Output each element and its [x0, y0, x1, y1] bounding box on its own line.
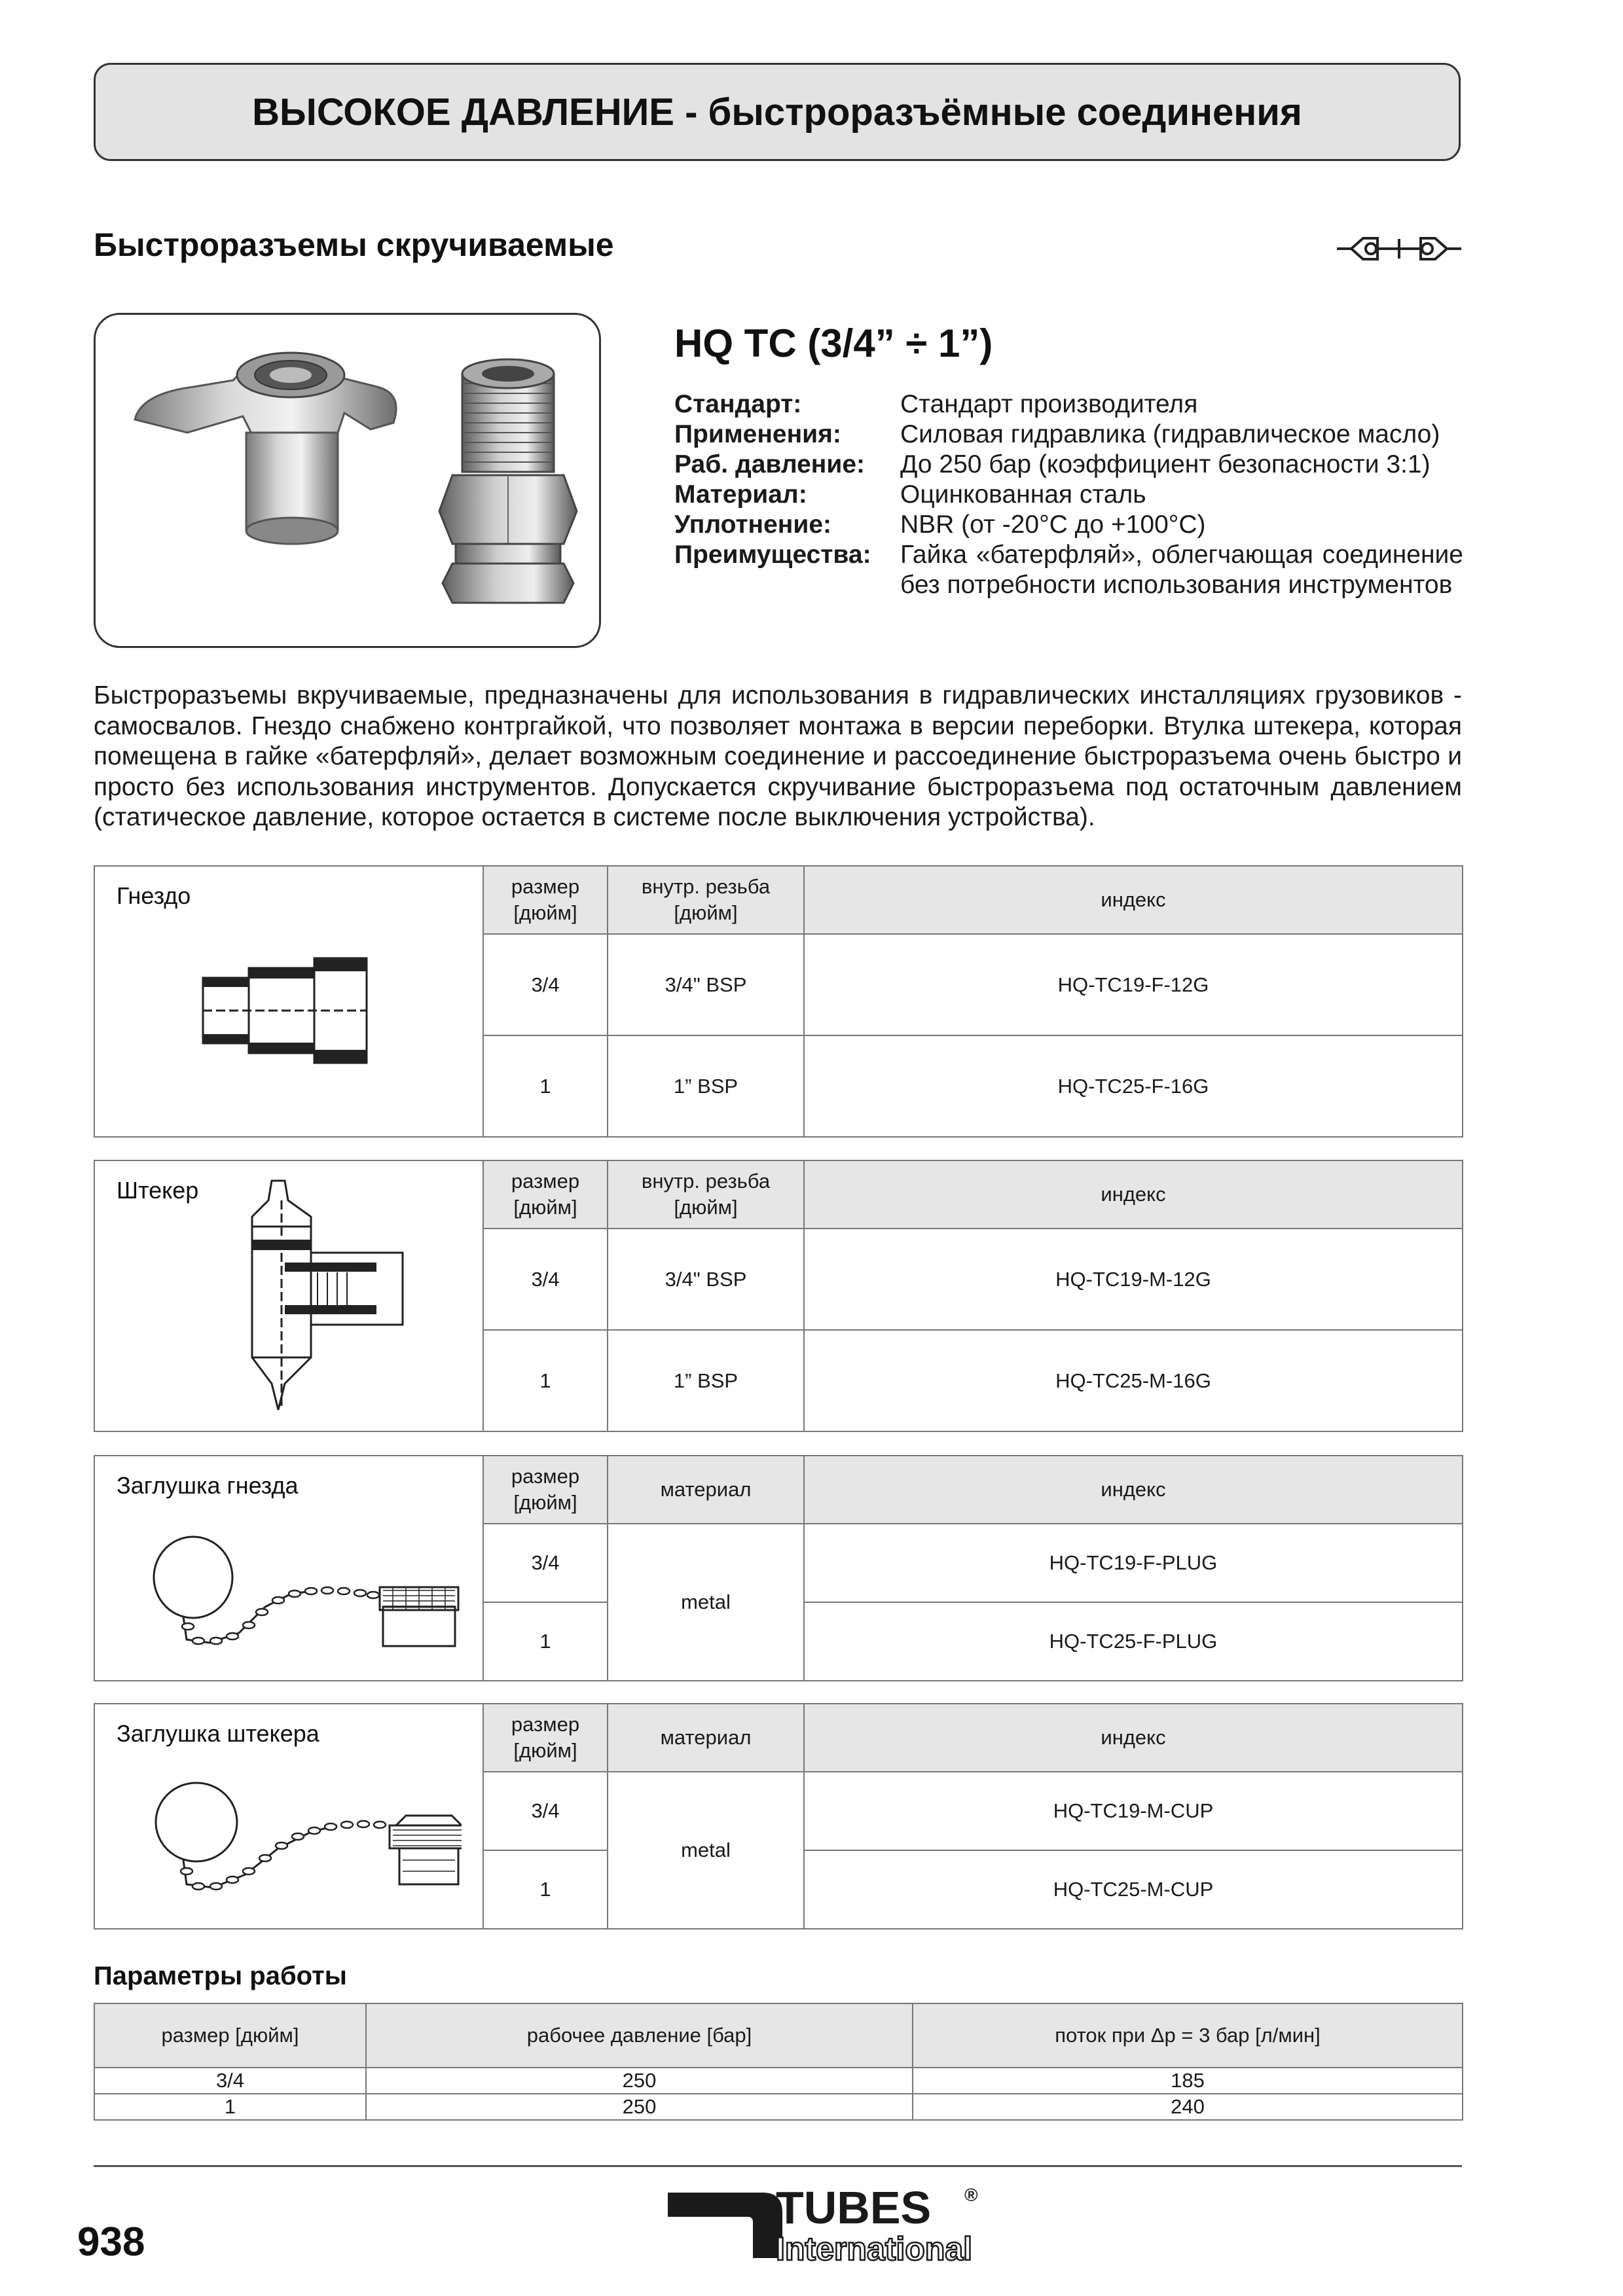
cell-size: 1	[483, 1035, 608, 1137]
cell-size: 3/4	[483, 1229, 608, 1330]
table-image-cell	[94, 1704, 483, 1929]
column-header-thread: внутр. резьба [дюйм]	[608, 1160, 804, 1229]
params-cell: 1	[94, 2094, 366, 2120]
page-number: 938	[77, 2219, 145, 2265]
cell-index: HQ-TC25-M-16G	[804, 1330, 1463, 1431]
spec-label: Раб. давление:	[674, 450, 866, 478]
table-image-cell	[94, 1456, 483, 1681]
product-table-female-plug	[94, 1455, 1463, 1681]
logo-subtext: International	[776, 2231, 973, 2267]
spec-row	[674, 480, 1463, 510]
column-header-size: размер [дюйм]	[483, 1456, 608, 1524]
spec-row	[674, 450, 1463, 480]
spec-label: Стандарт:	[674, 390, 802, 418]
cell-thread: 3/4" BSP	[608, 934, 804, 1035]
spec-value: Оцинкованная сталь	[900, 480, 1146, 509]
params-header-flow: поток при Δp = 3 бар [л/мин]	[913, 2003, 1463, 2068]
params-cell: 250	[366, 2068, 913, 2094]
spec-value: Стандарт производителя	[900, 390, 1198, 418]
spec-label: Преимущества:	[674, 541, 871, 569]
spec-row	[674, 389, 1463, 420]
column-header-size: размер [дюйм]	[483, 1704, 608, 1772]
column-header-material: материал	[608, 1704, 804, 1772]
column-header-material: материал	[608, 1456, 804, 1524]
cell-size: 3/4	[483, 1524, 608, 1602]
tubes-logo-icon	[665, 2183, 1005, 2268]
cell-thread: 3/4" BSP	[608, 1229, 804, 1330]
table-title: Заглушка штекера	[117, 1720, 319, 1747]
column-header-index: индекс	[804, 1160, 1463, 1229]
column-header-index: индекс	[804, 866, 1463, 934]
params-cell: 240	[913, 2094, 1463, 2120]
product-description: Быстроразъемы вкручиваемые, предназначены для использования в гидравлических инсталляциях грузовиков - самосвалов. Гнездо снабжено контргайкой, что позволяет монтажа в версии переборки. Втулка штекера, которая помещена в гайке «батерфляй», делает возможным соединение и рассоединение быстроразъема очень быстро и просто без использования инструментов. Допускается скручивание быстроразъема под остаточным давлением (статическое давление, которое остается в системе после выключения устройства).	[94, 681, 1462, 831]
cell-thread: 1” BSP	[608, 1035, 804, 1137]
product-photo	[94, 313, 601, 648]
spec-list	[674, 389, 1463, 600]
spec-row	[674, 540, 1463, 600]
spec-value: Силовая гидравлика (гидравлическое масло)	[900, 420, 1440, 448]
cell-index: HQ-TC25-M-CUP	[804, 1850, 1463, 1929]
product-table-male-cap	[94, 1703, 1463, 1929]
spec-value: Гайка «батерфляй», облегчающая соединение без потребности использования инструментов	[900, 541, 1463, 599]
cell-material: metal	[608, 1772, 804, 1929]
cell-size: 1	[483, 1330, 608, 1431]
coupling-photo-icon	[96, 315, 599, 646]
logo-registered-mark: ®	[964, 2185, 978, 2205]
table-row	[94, 2094, 1463, 2120]
model-title: HQ TC (3/4” ÷ 1”)	[674, 321, 993, 365]
table-title: Гнездо	[117, 882, 191, 909]
cell-index: HQ-TC19-M-CUP	[804, 1772, 1463, 1850]
spec-value: NBR (от -20°C до +100°C)	[900, 511, 1206, 539]
spec-label: Материал:	[674, 480, 807, 509]
cell-size: 1	[483, 1850, 608, 1929]
table-image-cell	[94, 866, 483, 1137]
params-cell: 185	[913, 2068, 1463, 2094]
product-table-female	[94, 865, 1463, 1138]
cell-material: metal	[608, 1524, 804, 1681]
spec-row	[674, 420, 1463, 450]
page-title: ВЫСОКОЕ ДАВЛЕНИЕ - быстроразъёмные соединения	[252, 90, 1302, 134]
params-cell: 250	[366, 2094, 913, 2120]
cell-size: 3/4	[483, 1772, 608, 1850]
params-title: Параметры работы	[94, 1962, 347, 1990]
params-header-size: размер [дюйм]	[94, 2003, 366, 2068]
table-row	[94, 2068, 1463, 2094]
column-header-size: размер [дюйм]	[483, 866, 608, 934]
cell-thread: 1” BSP	[608, 1330, 804, 1431]
column-header-thread: внутр. резьба [дюйм]	[608, 866, 804, 934]
spec-value: До 250 бар (коэффициент безопасности 3:1)	[900, 450, 1431, 478]
logo-text: TUBES	[776, 2183, 932, 2233]
column-header-index: индекс	[804, 1456, 1463, 1524]
spec-label: Применения:	[674, 420, 841, 448]
header-banner	[94, 63, 1461, 161]
table-title: Штекер	[117, 1177, 199, 1204]
table-title: Заглушка гнезда	[117, 1472, 299, 1499]
spec-label: Уплотнение:	[674, 511, 831, 539]
cell-index: HQ-TC19-F-PLUG	[804, 1524, 1463, 1602]
cell-index: HQ-TC19-F-12G	[804, 934, 1463, 1035]
cell-index: HQ-TC25-F-16G	[804, 1035, 1463, 1137]
male-coupling-drawing-icon	[226, 1174, 422, 1416]
params-cell: 3/4	[94, 2068, 366, 2094]
footer-divider	[94, 2165, 1462, 2167]
spec-row	[674, 510, 1463, 540]
quick-coupling-symbol-icon	[1337, 229, 1461, 268]
female-coupling-drawing-icon	[200, 952, 376, 1069]
section-title: Быстроразъемы скручиваемые	[94, 226, 614, 263]
params-header-pressure: рабочее давление [бар]	[366, 2003, 913, 2068]
male-cap-drawing-icon	[147, 1776, 462, 1907]
cell-index: HQ-TC19-M-12G	[804, 1229, 1463, 1330]
column-header-index: индекс	[804, 1704, 1463, 1772]
cell-size: 3/4	[483, 934, 608, 1035]
female-plug-drawing-icon	[147, 1528, 462, 1659]
cell-size: 1	[483, 1602, 608, 1681]
params-table	[94, 2003, 1463, 2121]
cell-index: HQ-TC25-F-PLUG	[804, 1602, 1463, 1681]
column-header-size: размер [дюйм]	[483, 1160, 608, 1229]
product-table-male	[94, 1160, 1463, 1432]
table-image-cell	[94, 1160, 483, 1431]
